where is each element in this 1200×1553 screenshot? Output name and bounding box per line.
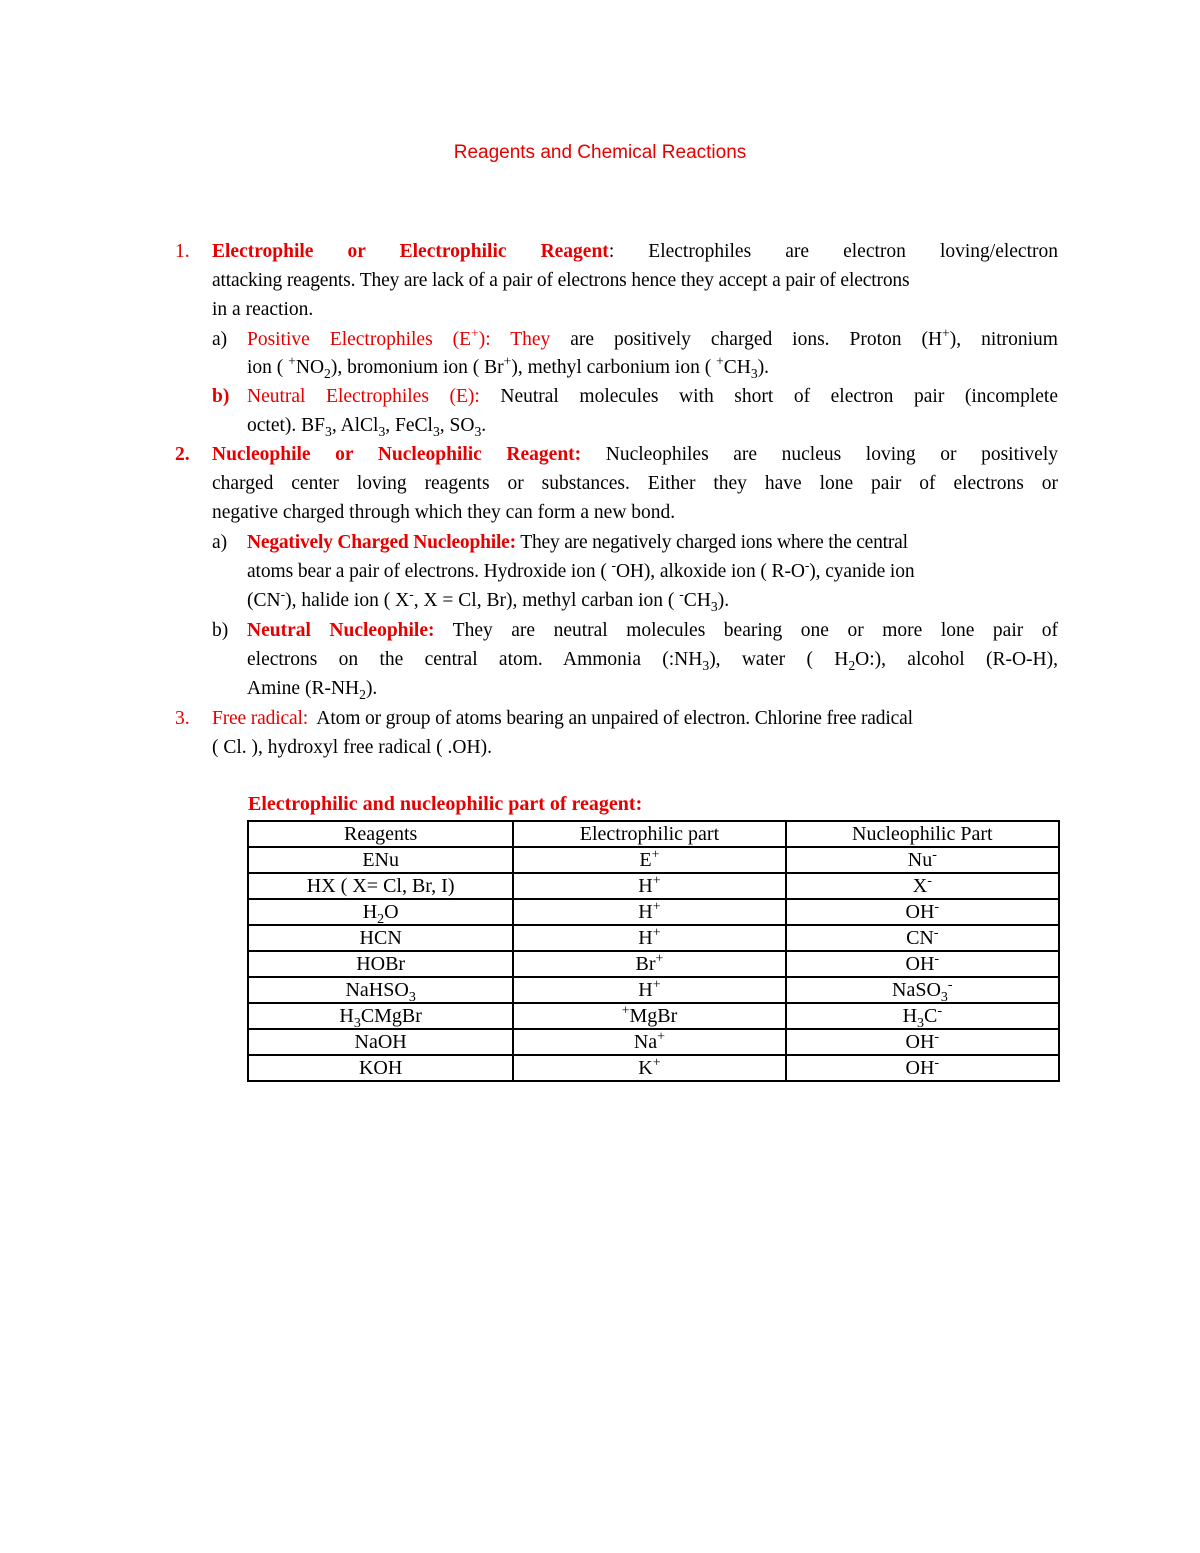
cell-reagent: KOH bbox=[248, 1055, 513, 1081]
reagents-table bbox=[247, 820, 1060, 1082]
item-1b-line-1: Neutral Electrophiles (E): Neutral molecules with short of electron pair (incomplete bbox=[247, 386, 1059, 407]
item-2-heading: Nucleophile or Nucleophilic Reagent: bbox=[212, 444, 582, 465]
table-row bbox=[248, 1029, 1059, 1055]
cell-nucleophilic-part: OH- bbox=[786, 899, 1059, 925]
cell-electrophilic-part: H+ bbox=[513, 899, 785, 925]
table-header-row bbox=[248, 821, 1059, 847]
item-2b-heading: Neutral Nucleophile: bbox=[247, 620, 435, 641]
item-1a-label: a) bbox=[212, 329, 228, 350]
item-2b-line-2: electrons on the central atom. Ammonia $(:NH_3)$, water ( $H_2O$:), alcohol (R-O-H), bbox=[247, 649, 1059, 673]
cell-electrophilic-part: H+ bbox=[513, 977, 785, 1003]
table-body bbox=[248, 847, 1059, 1081]
header-nucleophilic-part: Nucleophilic Part bbox=[786, 821, 1059, 847]
cell-electrophilic-part: H+ bbox=[513, 925, 785, 951]
table-row bbox=[248, 873, 1059, 899]
cell-electrophilic-part: K+ bbox=[513, 1055, 785, 1081]
cell-nucleophilic-part: $H_3C^-$ bbox=[786, 1003, 1059, 1029]
table-title: Electrophilic and nucleophilic part of reagent: bbox=[248, 793, 643, 815]
cell-nucleophilic-part: OH- bbox=[786, 1029, 1059, 1055]
cell-electrophilic-part: E+ bbox=[513, 847, 785, 873]
item-2b-line-1: Neutral Nucleophile: They are neutral molecules bearing one or more lone pair of bbox=[247, 620, 1058, 641]
item-3-heading: Free radical: bbox=[212, 708, 309, 729]
item-1-line-2: attacking reagents. They are lack of a pair of electrons hence they accept a pair of electrons bbox=[212, 270, 910, 291]
cell-nucleophilic-part: NaSO$_3$- bbox=[786, 977, 1059, 1003]
item-2-line-3: negative charged through which they can form a new bond. bbox=[212, 502, 676, 523]
item-3-line-2: ( Cl. ), hydroxyl free radical ( .OH). bbox=[212, 737, 492, 758]
item-1-line-1: Electrophile or Electrophilic Reagent: Electrophiles are electron loving/electron bbox=[212, 241, 1059, 262]
item-2b-label: b) bbox=[212, 620, 229, 641]
item-1-heading: Electrophile or Electrophilic Reagent bbox=[212, 241, 609, 262]
cell-nucleophilic-part: OH- bbox=[786, 1055, 1059, 1081]
cell-reagent: HOBr bbox=[248, 951, 513, 977]
cell-reagent: $H_3CMgBr$ bbox=[248, 1003, 513, 1029]
cell-nucleophilic-part: OH- bbox=[786, 951, 1059, 977]
table-row bbox=[248, 899, 1059, 925]
item-1b-line-2: octet). $BF_3$, AlCl$_3$, FeCl$_3$, $SO_3$. bbox=[247, 415, 487, 439]
cell-nucleophilic-part: Nu- bbox=[786, 847, 1059, 873]
cell-electrophilic-part: Na+ bbox=[513, 1029, 785, 1055]
item-2b-line-3: Amine $(R-NH_2)$. bbox=[247, 678, 378, 702]
item-1a-heading: Positive Electrophiles (E+): They bbox=[247, 325, 551, 350]
item-2a-line-3: (CN-), halide ion ( X-, X = Cl, Br), methyl carban ion ( $^-CH_3$). bbox=[247, 586, 730, 614]
item-3-line-1: Free radical: Atom or group of atoms bearing an unpaired of electron. Chlorine free radical bbox=[212, 708, 913, 729]
table-row bbox=[248, 925, 1059, 951]
cell-nucleophilic-part: CN- bbox=[786, 925, 1059, 951]
item-1a-line-2: ion ( $^+NO_2$), bromonium ion ( Br+), methyl carbonium ion ( $^+CH_3$). bbox=[247, 353, 770, 381]
cell-electrophilic-part: Br+ bbox=[513, 951, 785, 977]
item-2a-line-2: atoms bear a pair of electrons. Hydroxide ion ( -OH), alkoxide ion ( R-O-), cyanide ion bbox=[247, 557, 915, 582]
item-2-line-1: Nucleophile or Nucleophilic Reagent: Nucleophiles are nucleus loving or positively bbox=[212, 444, 1058, 465]
item-2-line-2: charged center loving reagents or substances. Either they have lone pair of electrons or bbox=[212, 473, 1058, 494]
table-row bbox=[248, 977, 1059, 1003]
cell-reagent: NaOH bbox=[248, 1029, 513, 1055]
table-row bbox=[248, 1003, 1059, 1029]
cell-nucleophilic-part: X- bbox=[786, 873, 1059, 899]
item-2a-label: a) bbox=[212, 532, 228, 553]
item-2a-heading: Negatively Charged Nucleophile: bbox=[247, 532, 516, 553]
item-1b-label: b) bbox=[212, 386, 230, 407]
item-3-number: 3. bbox=[175, 708, 190, 729]
header-electrophilic-part: Electrophilic part bbox=[513, 821, 785, 847]
cell-electrophilic-part: H+ bbox=[513, 873, 785, 899]
cell-reagent: HX ( X= Cl, Br, I) bbox=[248, 873, 513, 899]
cell-electrophilic-part: +MgBr bbox=[513, 1003, 785, 1029]
cell-reagent: NaHSO$_3$ bbox=[248, 977, 513, 1003]
item-2a-line-1: Negatively Charged Nucleophile: They are negatively charged ions where the central bbox=[247, 532, 908, 553]
page-title: Reagents and Chemical Reactions bbox=[453, 142, 747, 163]
item-1-number: 1. bbox=[175, 241, 190, 262]
table-row bbox=[248, 847, 1059, 873]
cell-reagent: HCN bbox=[248, 925, 513, 951]
cell-reagent: ENu bbox=[248, 847, 513, 873]
cell-reagent: $H_2O$ bbox=[248, 899, 513, 925]
header-reagents: Reagents bbox=[248, 821, 513, 847]
item-2-number: 2. bbox=[175, 444, 190, 465]
item-1b-heading: Neutral Electrophiles (E): bbox=[247, 386, 480, 407]
table-row bbox=[248, 1055, 1059, 1081]
table-row bbox=[248, 951, 1059, 977]
item-1-line-3: in a reaction. bbox=[212, 299, 314, 320]
item-1a-line-1: Positive Electrophiles (E+): They are positively charged ions. Proton (H+), nitronium bbox=[247, 325, 1058, 350]
